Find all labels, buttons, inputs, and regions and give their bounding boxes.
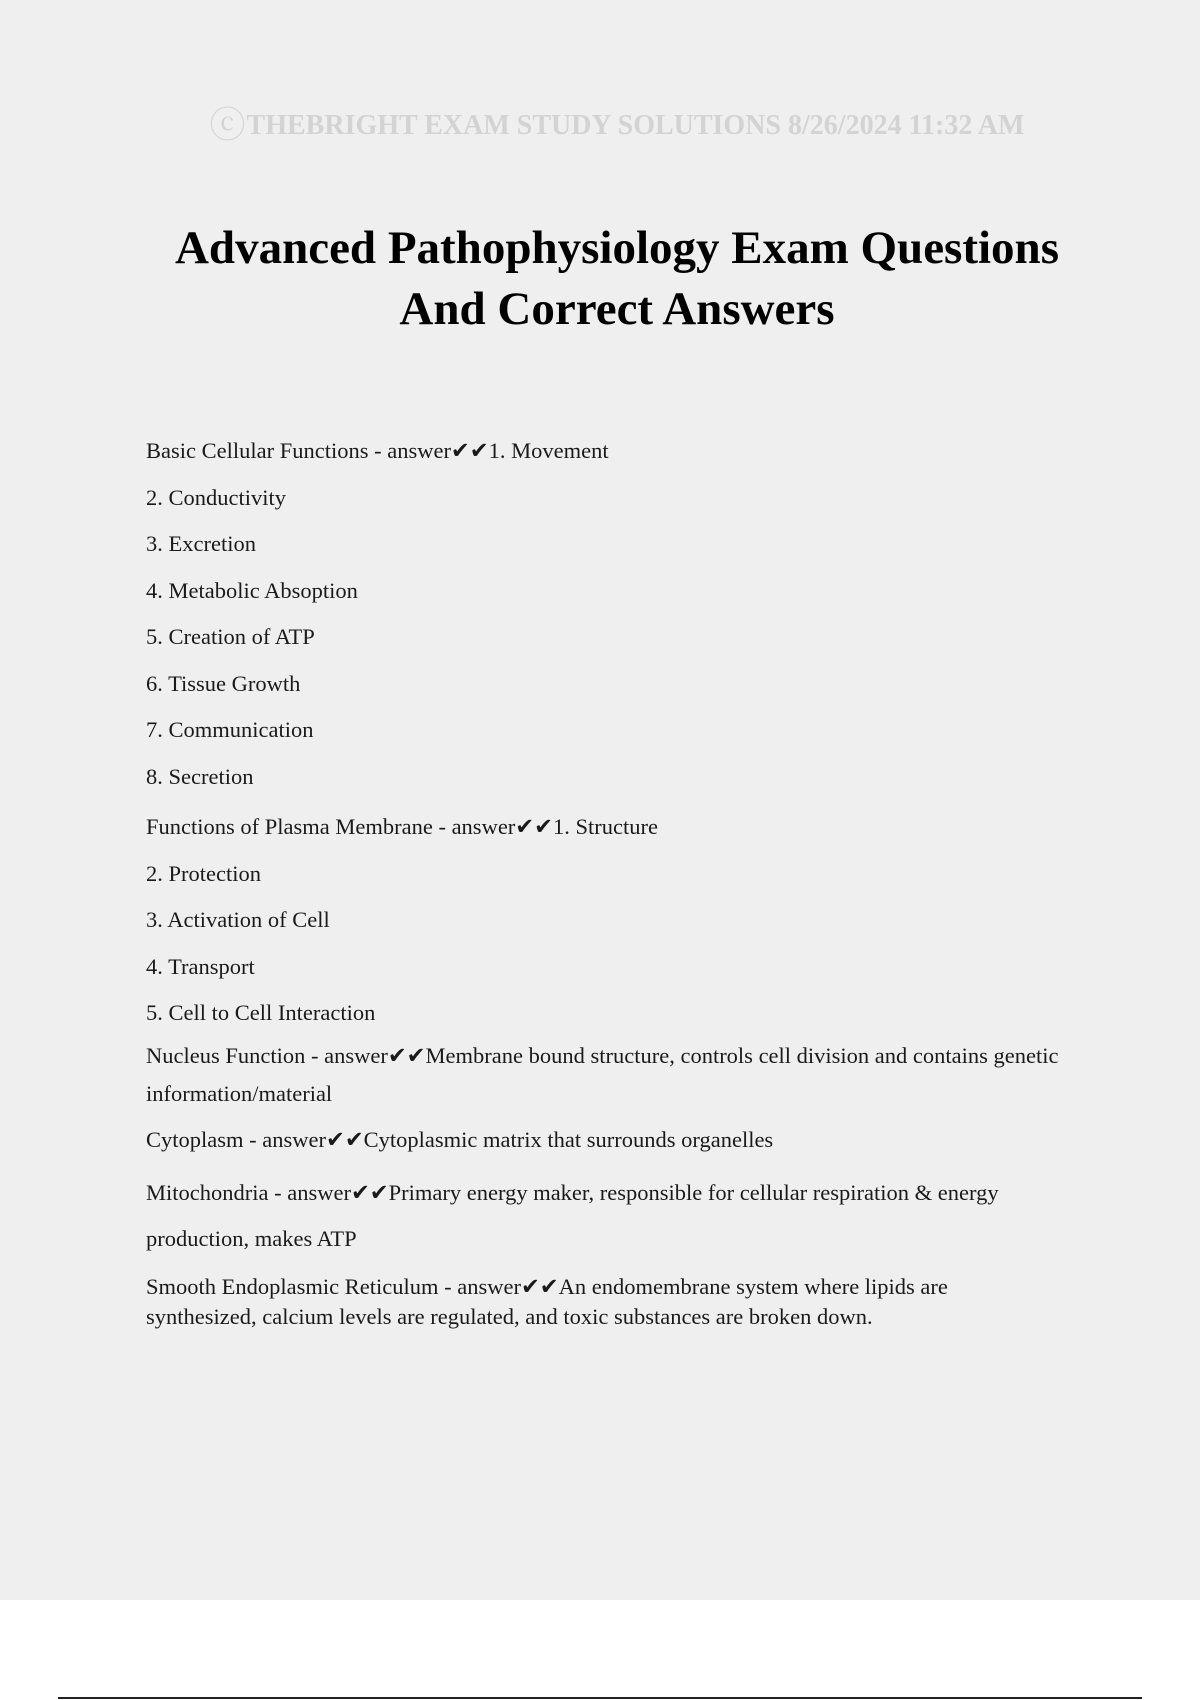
qa-question-nucleus-function: Nucleus Function - answer✔✔Membrane bound structure, controls cell division and contains genetic — [146, 1042, 1059, 1068]
copyright-icon: ⓒ — [209, 105, 246, 145]
list-item: 6. Tissue Growth — [146, 670, 301, 696]
qa-question-basic-cellular-functions: Basic Cellular Functions - answer✔✔1. Movement — [146, 438, 609, 463]
watermark — [0, 97, 1200, 148]
list-item: 7. Communication — [146, 717, 314, 742]
list-item: 8. Secretion — [146, 763, 254, 789]
list-item: 5. Cell to Cell Interaction — [146, 1000, 376, 1025]
qa-answer-continued: information/material — [146, 1080, 333, 1106]
qa-question-mitochondria: Mitochondria - answer✔✔Primary energy maker, responsible for cellular respiration & energy — [146, 1179, 999, 1205]
list-item: 2. Conductivity — [146, 484, 286, 510]
qa-content — [146, 434, 1086, 1332]
page-title — [0, 218, 1200, 340]
qa-answer-continued: production, makes ATP — [146, 1226, 357, 1251]
list-item: 4. Transport — [146, 953, 255, 979]
footer-divider — [58, 1697, 1142, 1699]
title-line-2: And Correct Answers — [399, 283, 835, 335]
watermark-text: THEBRIGHT EXAM STUDY SOLUTIONS 8/26/2024 11:32 AM — [246, 110, 1025, 141]
list-item: 4. Metabolic Absoption — [146, 577, 358, 603]
list-item: 3. Activation of Cell — [146, 907, 330, 932]
qa-question-smooth-er: Smooth Endoplasmic Reticulum - answer✔✔An endomembrane system where lipids are synthesized, calcium levels are regulated, and toxic substances are broken down. — [146, 1273, 948, 1329]
list-item: 2. Protection — [146, 860, 261, 886]
list-item: 5. Creation of ATP — [146, 624, 315, 649]
list-item: 3. Excretion — [146, 531, 256, 556]
qa-question-cytoplasm: Cytoplasm - answer✔✔Cytoplasmic matrix that surrounds organelles — [146, 1127, 774, 1152]
qa-question-plasma-membrane: Functions of Plasma Membrane - answer✔✔1. Structure — [146, 814, 658, 839]
title-line-1: Advanced Pathophysiology Exam Questions — [174, 222, 1059, 274]
